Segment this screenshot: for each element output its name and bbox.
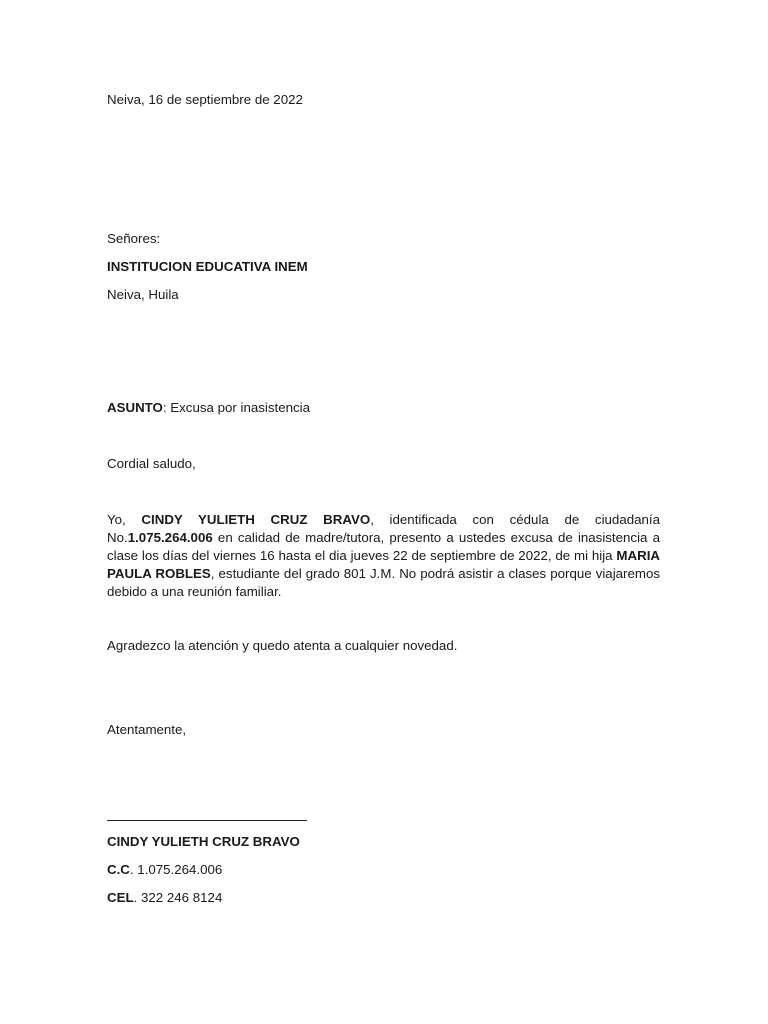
body-text-1: Yo, — [107, 512, 142, 527]
body-child-name: MARIA PAULA ROBLES — [107, 548, 660, 581]
date-line: Neiva, 16 de septiembre de 2022 — [107, 92, 303, 107]
signature-cc-label: C.C — [107, 862, 130, 877]
signature-cel-label: CEL — [107, 890, 134, 905]
closing-line: Atentamente, — [107, 722, 187, 737]
signature-name: CINDY YULIETH CRUZ BRAVO — [107, 834, 300, 849]
body-text-2: , identificada con cédula de ciudadanía No. — [107, 512, 660, 545]
signature-cel-value: . 322 246 8124 — [133, 890, 223, 905]
greeting: Cordial saludo, — [107, 456, 196, 471]
signature-cc — [107, 862, 222, 878]
signature-cel — [107, 890, 222, 906]
body-id-number: 1.075.264.006 — [127, 530, 213, 545]
subject-label: ASUNTO — [107, 400, 163, 415]
subject-line — [107, 400, 310, 416]
body-text-4: , estudiante del grado 801 J.M. No podrá asistir a clases porque viajaremos debido a una reunión familiar. — [107, 566, 660, 599]
recipient-institution: INSTITUCION EDUCATIVA INEM — [107, 259, 308, 274]
recipient-city: Neiva, Huila — [107, 287, 179, 302]
body-paragraph — [107, 511, 660, 601]
subject-text: : Excusa por inasistencia — [162, 400, 310, 415]
body-text-3: en calidad de madre/tutora, presento a ustedes excusa de inasistencia a clase los días del viernes 16 hasta el dia jueves 22 de septiembre de 2022, de mi hija — [107, 530, 660, 563]
signature-cc-value: . 1.075.264.006 — [129, 862, 223, 877]
signature-line — [107, 820, 307, 821]
recipient-salutation: Señores: — [107, 231, 161, 246]
body-mother-name: CINDY YULIETH CRUZ BRAVO — [141, 512, 371, 527]
thanks-line: Agradezco la atención y quedo atenta a cualquier novedad. — [107, 638, 458, 653]
